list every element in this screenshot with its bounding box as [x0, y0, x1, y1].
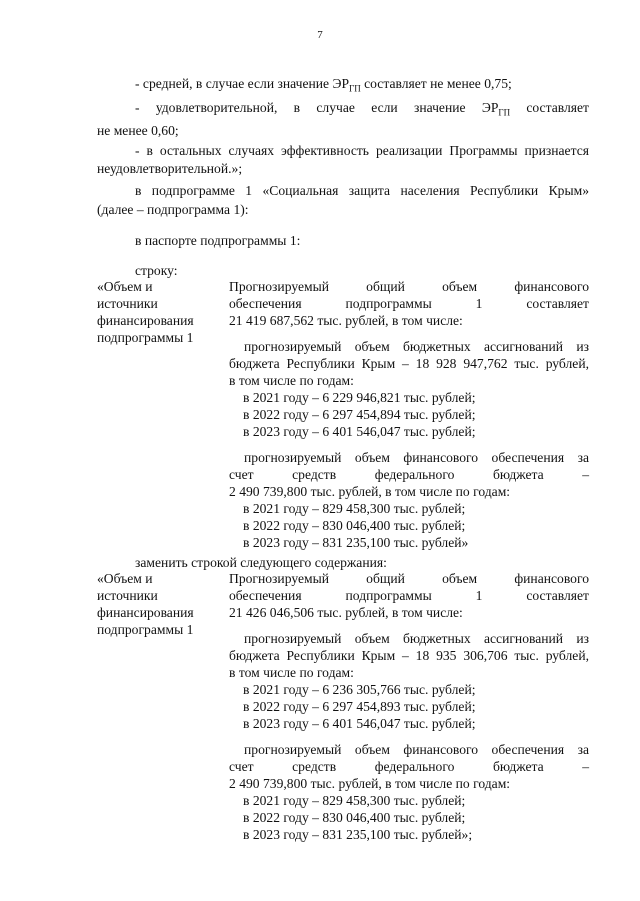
new-fed-year: в 2023 году – 831 235,100 тыс. рублей»;: [243, 827, 473, 842]
old-budget-line-2: бюджета Республики Крым – 18 928 947,762 тыс. рублей,: [229, 356, 589, 371]
intro-line-2-text: - удовлетворительной, в случае если значение ЭР: [135, 99, 499, 115]
new-budget-year: в 2022 году – 6 297 454,893 тыс. рублей;: [243, 699, 476, 714]
old-fed-year: в 2021 году – 829 458,300 тыс. рублей;: [243, 501, 466, 516]
new-fed-year: в 2022 году – 830 046,400 тыс. рублей;: [243, 810, 466, 825]
page-number: 7: [317, 29, 323, 41]
old-total-line-3: 21 419 687,562 тыс. рублей, в том числе:: [229, 313, 463, 328]
old-fed-year: в 2023 году – 831 235,100 тыс. рублей»: [243, 535, 469, 550]
new-label-line: подпрограммы 1: [97, 622, 194, 637]
old-row-value: [229, 278, 589, 551]
old-budget-year: в 2023 году – 6 401 546,047 тыс. рублей;: [243, 424, 476, 439]
new-total-line-2: обеспечения подпрограммы 1 составляет: [229, 588, 589, 603]
replace-label: [97, 554, 589, 571]
subprogram-line-2: (далее – подпрограмма 1):: [97, 202, 249, 217]
intro-line-2: [97, 99, 589, 122]
old-total-line-1: Прогнозируемый общий объем финансового: [229, 279, 589, 294]
intro-line-2b: не менее 0,60;: [97, 123, 179, 139]
intro-line-2-end: составляет: [510, 99, 589, 115]
new-total-line-3: 21 426 046,506 тыс. рублей, в том числе:: [229, 605, 463, 620]
new-fed-line-1: прогнозируемый объем финансового обеспечения за: [244, 742, 589, 757]
passport-text: в паспорте подпрограммы 1:: [135, 233, 301, 248]
intro-line-3b: неудовлетворительной.»;: [97, 161, 243, 177]
intro-block: [97, 75, 589, 177]
new-fed-line-2: счет средств федерального бюджета –: [229, 759, 589, 774]
old-fed-line-2: счет средств федерального бюджета –: [229, 467, 589, 482]
new-budget-line-1: прогнозируемый объем бюджетных ассигнований из: [244, 631, 589, 646]
new-label-line: «Объем и: [97, 571, 153, 586]
row-label: [97, 262, 589, 279]
replace-label-text: заменить строкой следующего содержания:: [135, 555, 387, 570]
old-label-line: подпрограммы 1: [97, 330, 194, 345]
old-budget-year: в 2022 году – 6 297 454,894 тыс. рублей;: [243, 407, 476, 422]
old-fed-line-1: прогнозируемый объем финансового обеспечения за: [244, 450, 589, 465]
old-row-label: [97, 278, 225, 346]
new-budget-line-2: бюджета Республики Крым – 18 935 306,706 тыс. рублей,: [229, 648, 589, 663]
old-row: [97, 278, 589, 550]
new-row: [97, 570, 589, 840]
new-label-line: финансирования: [97, 605, 194, 620]
intro-line-1: [97, 75, 589, 98]
old-budget-line-3: в том числе по годам:: [229, 373, 354, 388]
old-fed-line-3: 2 490 739,800 тыс. рублей, в том числе по годам:: [229, 484, 511, 499]
intro-line-3: - в остальных случаях эффективность реализации Программы признается: [135, 143, 589, 159]
passport-line: [97, 232, 589, 249]
intro-line-1-end: составляет не менее 0,75;: [360, 76, 512, 91]
new-budget-year: в 2023 году – 6 401 546,047 тыс. рублей;: [243, 716, 476, 731]
old-fed-year: в 2022 году – 830 046,400 тыс. рублей;: [243, 518, 466, 533]
new-row-label: [97, 570, 225, 638]
old-budget-year: в 2021 году – 6 229 946,821 тыс. рублей;: [243, 390, 476, 405]
old-budget-line-1: прогнозируемый объем бюджетных ассигнований из: [244, 339, 589, 354]
subprogram-line-1: в подпрограмме 1 «Социальная защита населения Республики Крым»: [135, 183, 589, 198]
old-total-line-2: обеспечения подпрограммы 1 составляет: [229, 296, 589, 311]
subprogram-block: [97, 182, 589, 218]
new-fed-line-3: 2 490 739,800 тыс. рублей, в том числе по годам:: [229, 776, 511, 791]
old-label-line: «Объем и: [97, 279, 153, 294]
new-total-line-1: Прогнозируемый общий объем финансового: [229, 571, 589, 586]
er-subscript-2: ГП: [498, 107, 511, 118]
new-label-line: источники: [97, 588, 158, 603]
er-subscript: ГП: [349, 83, 361, 94]
intro-line-1-text: - средней, в случае если значение ЭР: [135, 76, 350, 91]
old-label-line: финансирования: [97, 313, 194, 328]
old-label-line: источники: [97, 296, 158, 311]
new-budget-year: в 2021 году – 6 236 305,766 тыс. рублей;: [243, 682, 476, 697]
new-fed-year: в 2021 году – 829 458,300 тыс. рублей;: [243, 793, 466, 808]
new-row-value: [229, 570, 589, 843]
new-budget-line-3: в том числе по годам:: [229, 665, 354, 680]
row-label-text: строку:: [135, 263, 178, 278]
